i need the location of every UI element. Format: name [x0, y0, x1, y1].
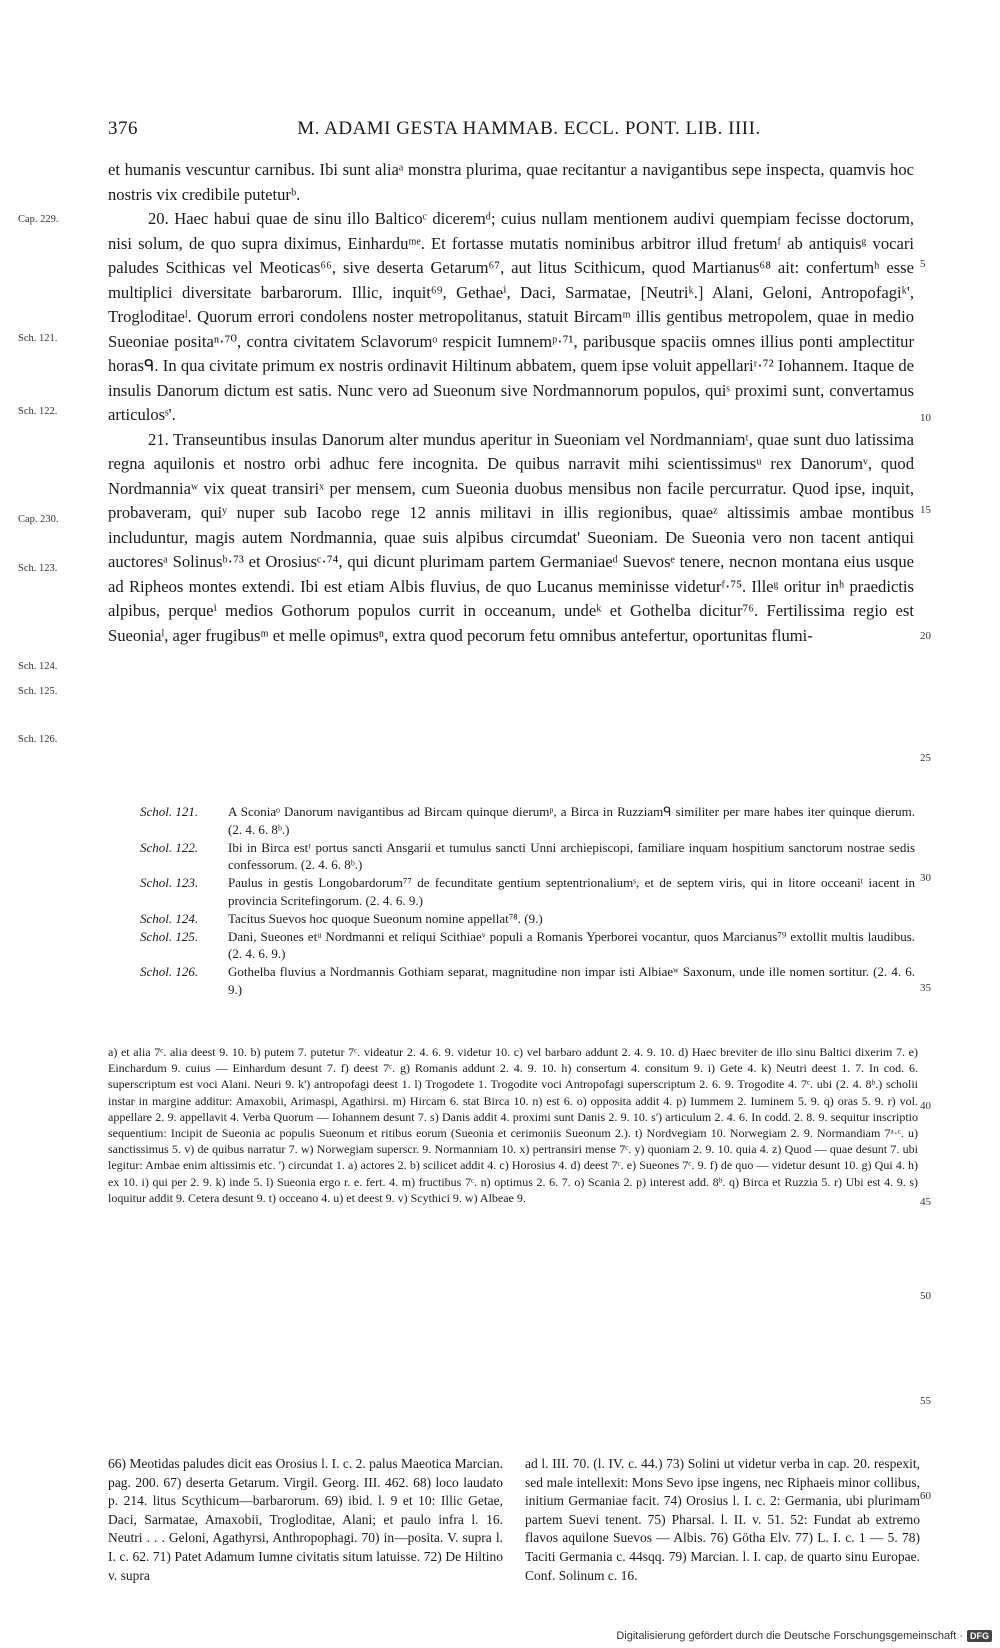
scholion: [140, 910, 915, 928]
scholion: [140, 928, 915, 964]
variant-readings: a) et alia 7ᶜ. alia deest 9. 10. b) putem 7. putetur 7ᶜ. videatur 2. 4. 6. 9. videtur 10. c) vel barbaro addunt 2. 4. 9. 10. d) Haec breviter de illo sinu Baltici dixerim 7. e) Einchardum 9. cuius — Einhardum desunt 7. f) deest 7ᶜ. g) Romanis addunt 2. 4. 9. 10. h) consertum 4. consitum 9. i) Gete 4. k) Neutri deest 1. 7. In cod. 6. superscriptum est voci Alani. Neuri 9. k') antropofagi deest 1. l) Trogodete 1. Trogodite voci Antropofagi superscriptum 2. 6. 9. Trogodite 4. 7ᶜ. ubi (2. 4. 8ᵇ.) scholii instar in margine additur: Amaxobii, Arimaspi, Agathirsi. m) Hircam 6. stat Birca 10. n) est 6. o) opposita addit 4. p) Iummem 2. Iuminem 5. 9. q) oras 5. 9. r) vol. appellare 2. 9. appellavit 4. Verba Quorum — Iohannem desunt 7. s) Danis addit 4. proximi sunt Danis 2. 9. 10. s') articulum 2. 4. 6. In codd. 2. 8. 9. sequitur inscriptio sequentium: Incipit de Sueonia ac populis Sueonum et ritibus eorum (Sueonia et cerimoniis Sueonum 2.). t) Nordvegiam 10. Norwegiam 2. 9. Normandiam 7ᵃ·ᶜ. u) sanctissimus 5. v) de quibus narratur 7. w) Norwegiam superscr. 9. Normanniam 10. x) pertransiri mense 7ᶜ. y) quoniam 2. 9. 10. quia 4. z) Quod — quae desunt 7. ubi legitur: Ambae enim altissimis etc. ') circundat 1. a) actores 2. b) scilicet addit 4. c) Horosius 4. d) deest 7ᶜ. e) Sueones 7ᶜ. 9. f) de quo — videtur desunt 10. g) Qui 4. h) ex 10. i) qui per 2. 9. k) inde 5. l) Sueonia ergo r. e. fert. 4. m) fructibus 7ᶜ. n) optimus 2. 6. 7. o) Scania 2. p) interest add. 8ᵇ. q) Birca et Ruzzia 5. r) Ubi est 4. 9. s) loquitur addit 9. Cetera desunt 9. t) occeano 4. u) et deest 9. v) Scythici 9. w) Albeae 9.: [108, 1045, 918, 1205]
line-number: 30: [920, 872, 931, 884]
scholion: [140, 803, 915, 839]
line-number: 10: [920, 412, 931, 424]
scholion-text: Ibi in Birca estʳ portus sancti Ansgarii et tumulus sancti Unni archiepiscopi, familiare inquam hospitium sanctorum nostrae sedis confessorum. (2. 4. 6. 8ᵇ.): [228, 839, 915, 873]
scholion-text: Tacitus Suevos hoc quoque Sueonum nomine appellat⁷⁸. (9.): [228, 910, 543, 926]
dfg-logo: DFG: [967, 1630, 992, 1642]
margin-ref: Cap. 230.: [18, 514, 59, 525]
line-number: 50: [920, 1290, 931, 1302]
margin-ref: Sch. 122.: [18, 406, 58, 417]
scholion: [140, 963, 915, 999]
margin-ref: Sch. 125.: [18, 686, 58, 697]
scholion: [140, 874, 915, 910]
footnote-text: 66) Meotidas paludes dicit eas Orosius l. I. c. 2. palus Maeotica Marcian. pag. 200. 67) deserta Getarum. Virgil. Georg. III. 462. 68) loco laudato p. 214. litus Scythicum—barbarorum. 69) ibid. l. 9 et 10: Illic Getae, Daci, Sarmatae, Amaxobii, Trogloditae, Alani; et paulo infra l. 16. Neutri . . . Geloni, Agathyrsi, Anthropophagi. 70) in—posita. V. supra l. I. c. 62. 71) Patet Adamum Iumne civitatis situm latuisse. 72) De Hiltino v. supra: [108, 1456, 503, 1583]
scholion-text: Gothelba fluvius a Nordmannis Gothiam separat, magnitudine non impar isti Albiaeʷ Saxonum, unde ille nomen sortitur. (2. 4. 6. 9.): [228, 964, 915, 997]
scholion-text: Dani, Sueones etᵘ Nordmanni et reliqui Scithiaeᵛ populi a Romanis Yperborei vocantur, quos Marcianus⁷⁹ extollit multis laudibus. (2. 4. 6. 9.): [228, 928, 915, 962]
paragraph: 20. Haec habui quae de sinu illo Balticoᶜ diceremᵈ; cuius nullam mentionem audivi quempiam fecisse doctorum, nisi solum, de quo supra diximus, Einharduᵐᵉ. Et fortasse mutatis nominibus arbitror illud fretumᶠ ab antiquisᵍ vocari paludes Scithicas vel Meoticas⁶⁶, sive deserta Getarum⁶⁷, aut litus Scithicum, quod Martianus⁶⁸ ait: confertumʰ esse multiplici diversitate barbarorum. Illic, inquit⁶⁹, Gethaeⁱ, Daci, Sarmatae, [Neutriᵏ.] Alani, Geloni, Antropofagiᵏ', Trogloditaeˡ. Quorum errori condolens noster metropolitanus, statuit Bircamᵐ illis gentibus metropolem, quae in medio Sueoniae positaⁿ·⁷⁰, contra civitatem Sclavorumᵒ respicit Iumnemᵖ·⁷¹, paribusque spaciis omnes illius ponti amplectitur horasᑫ. In qua civitate primum ex nostris ordinavit Hiltinum abbatem, quem ipse voluit appellariʳ·⁷² Iohannem. Itaque de insulis Danorum dictum est satis. Nunc vero ad Sueonum sive Nordmannorum populos, quiˢ proximi sunt, convertamus articulosˢ'.: [108, 209, 914, 424]
scholion-label: Schol. 125.: [140, 928, 199, 944]
paragraph: et humanis vescuntur carnibus. Ibi sunt aliaᵃ monstra plurima, quae recitantur a navigantibus sepe inspecta, quamvis hoc nostris vix credibile puteturᵇ.: [108, 160, 914, 204]
line-number: 40: [920, 1100, 931, 1112]
line-number: 20: [920, 630, 931, 642]
running-title: M. ADAMI GESTA HAMMAB. ECCL. PONT. LIB. IIII.: [297, 118, 761, 139]
line-number: 55: [920, 1395, 931, 1407]
scholion-label: Schol. 126.: [140, 964, 199, 980]
footnotes-right-column: [525, 1455, 920, 1585]
line-number: 60: [920, 1490, 931, 1502]
margin-ref: Sch. 123.: [18, 563, 58, 574]
footnotes-left-column: [108, 1455, 503, 1585]
paragraph: 21. Transeuntibus insulas Danorum alter mundus aperitur in Sueoniam vel Nordmanniamᵗ, quae sunt duo latissima regna aquilonis et nostro orbi adhuc fere incognita. De quibus narravit mihi scientissimusᵘ rex Danorumᵛ, quod Nordmanniaʷ vix queat transiriˣ per mensem, cum Sueonia duobus mensibus non facile percurratur. Quod ipse, inquit, probaveram, quiʸ nuper sub Iacobo rege 12 annis militavi in illis regionibus, quaeᶻ altissimis ambae montibus includuntur, magis autem Nordmannia, quae suis alpibus circumdat' Sueoniam. De Sueonia vero non tacent antiqui auctoresᵃ Solinusᵇ·⁷³ et Orosiusᶜ·⁷⁴, qui dicunt plurimam partem Germaniaeᵈ Suevosᵉ tenere, necnon montana eius usque ad Ripheos montes extendi. Ibi est etiam Albis fluvius, de quo Lucanus meminisse videturᶠ·⁷⁵. Illeᵍ oritur inʰ praedictis alpibus, perqueⁱ medios Gothorum populos currit in occeanum, undeᵏ et Gothelba dicitur⁷⁶. Fertilissima regio est Sueoniaˡ, ager frugibusᵐ et melle opimusⁿ, extra quod pecorum fetu omnibus antefertur, oportunitas flumi-: [108, 429, 914, 645]
page-number: 376: [108, 118, 138, 139]
footnotes: [108, 1455, 920, 1585]
line-number: 45: [920, 1196, 931, 1208]
main-text: [108, 158, 914, 648]
line-number: 5: [920, 258, 926, 270]
scholia-block: [140, 803, 915, 999]
footnote-text: ad l. III. 70. (l. IV. c. 44.) 73) Solini ut videtur verba in cap. 20. respexit, sed male intellexit: Mons Sevo ipse ingens, nec Riphaeis minor collibus, initium Germaniae facit. 74) Orosius l. I. c. 2: Germania, ubi plurimam partem Suevi tenent. 75) Pharsal. l. II. v. 51. 52: Fundat ab extremo flavos aquilone Suevos — Albis. 76) Götha Elv. 77) L. I. c. 1 — 5. 78) Taciti Germania c. 44sqq. 79) Marcian. l. I. cap. de quarto sinu Europae. Conf. Solinum c. 16.: [525, 1456, 920, 1583]
scholion-label: Schol. 124.: [140, 910, 199, 926]
margin-ref: Cap. 229.: [18, 214, 59, 225]
variant-apparatus: [108, 1044, 918, 1206]
digitization-credit: [616, 1630, 992, 1642]
scholion-text: A Sconiaᵒ Danorum navigantibus ad Bircam quinque dierumᵖ, a Birca in Ruzziamᑫ similiter per mare habes iter quinque dierum. (2. 4. 6. 8ᵇ.): [228, 804, 915, 837]
margin-ref: Sch. 126.: [18, 734, 58, 745]
margin-ref: Sch. 121.: [18, 333, 58, 344]
running-header: [108, 118, 920, 140]
line-number: 25: [920, 752, 931, 764]
scholion-label: Schol. 121.: [140, 804, 199, 819]
line-number: 15: [920, 504, 931, 516]
margin-ref: Sch. 124.: [18, 661, 58, 672]
scholion-text: Paulus in gestis Longobardorum⁷⁷ de fecunditate gentium septentrionaliumˢ, et de septem viris, qui in litore occeaniᵗ iacent in provincia Scritefingorum. (2. 4. 6. 9.): [228, 875, 915, 908]
scholion-label: Schol. 123.: [140, 875, 199, 891]
scholion-label: Schol. 122.: [140, 839, 199, 855]
credit-text: Digitalisierung gefördert durch die Deutsche Forschungsgemeinschaft ·: [616, 1630, 963, 1642]
scholion: [140, 839, 915, 875]
line-number: 35: [920, 982, 931, 994]
